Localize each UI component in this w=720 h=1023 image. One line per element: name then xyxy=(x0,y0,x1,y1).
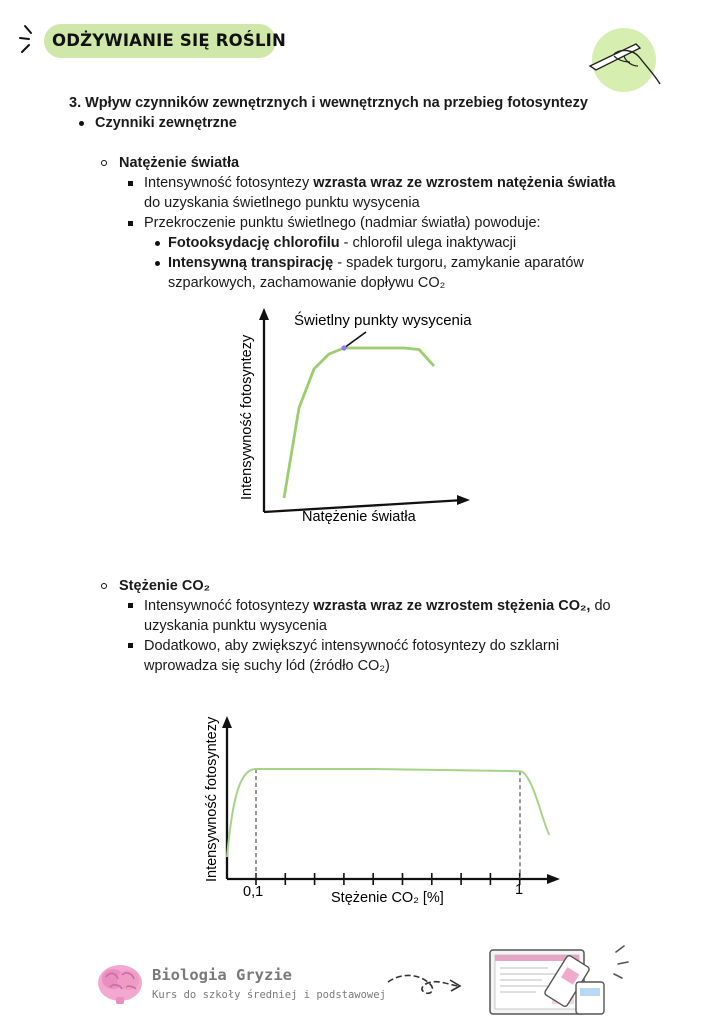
y-axis-arrow xyxy=(222,716,232,728)
y-axis-label: Intensywność fotosyntezy xyxy=(239,334,255,500)
text-span: Intensywność fotosyntezy xyxy=(144,175,314,191)
co2-chart xyxy=(200,705,570,910)
light-intensity-chart xyxy=(228,300,478,535)
light-point-1 xyxy=(144,174,615,192)
co2-point-2-cont: wprowadza się suchy lód (źródło CO₂) xyxy=(144,658,390,674)
brand-tagline: Kurs do szkoły średniej i podstawowej xyxy=(152,989,386,1001)
sparkle-icon xyxy=(16,22,42,58)
x-axis-arrow xyxy=(457,495,470,505)
hand-writing-icon xyxy=(584,26,664,98)
y-axis-label: Intensywność fotosyntezy xyxy=(204,716,220,882)
bullet-disc xyxy=(79,121,84,126)
light-subpoint-2 xyxy=(168,254,584,272)
saturation-point xyxy=(341,345,346,350)
series-line xyxy=(227,769,549,857)
bullet-circle xyxy=(101,160,107,166)
arrow-icon xyxy=(384,968,466,1004)
bullet-circle xyxy=(101,583,107,589)
bullet-disc xyxy=(155,241,160,246)
annotation-label: Świetlny punkty wysycenia xyxy=(294,312,472,329)
bullet-disc xyxy=(155,261,160,266)
bullet-square xyxy=(128,603,133,608)
text-span-bold: wzrasta wraz ze wzrostem natężenia światła xyxy=(313,175,616,191)
devices-icon xyxy=(488,942,636,1018)
light-heading: Natężenie światła xyxy=(119,155,240,171)
text-span: Intensywnoćć fotosyntezy xyxy=(144,598,314,614)
text-span-bold: wzrasta wraz ze wzrostem stężenia CO₂, xyxy=(313,598,591,614)
section-subheading: Czynniki zewnętrzne xyxy=(95,115,237,131)
bullet-square xyxy=(128,643,133,648)
page-title: ODŻYWIANIE SIĘ ROŚLIN xyxy=(52,31,287,50)
chart-axes xyxy=(264,316,464,512)
light-point-2: Przekroczenie punktu świetlnego (nadmiar światła) powoduje: xyxy=(144,215,541,231)
brand-name: Biologia Gryzie xyxy=(152,966,292,984)
text-span: do xyxy=(590,598,611,614)
bullet-square xyxy=(128,181,133,186)
annotation-leader xyxy=(344,332,366,348)
light-subpoint-1 xyxy=(168,234,516,252)
tick-label-1: 1 xyxy=(515,882,524,898)
light-point-1-cont: do uzyskania świetlnego punktu wysycenia xyxy=(144,195,420,211)
co2-point-1 xyxy=(144,597,611,615)
text-span-bold: Intensywną transpirację xyxy=(168,255,334,271)
text-span: - spadek turgoru, zamykanie aparatów xyxy=(333,255,584,271)
series-line xyxy=(284,348,434,498)
x-axis-label: Stężenie CO₂ [%] xyxy=(331,890,444,906)
section-heading: 3. Wpływ czynników zewnętrznych i wewnętrznych na przebieg fotosyntezy xyxy=(69,95,588,111)
text-span: - chlorofil ulega inaktywacji xyxy=(339,235,517,251)
x-axis-arrow xyxy=(547,874,560,884)
text-span-bold: Fotooksydację chlorofilu xyxy=(168,235,340,251)
x-axis-label: Natężenie światła xyxy=(302,509,416,525)
co2-point-1-cont: uzyskania punktu wysycenia xyxy=(144,618,327,634)
bullet-square xyxy=(128,221,133,226)
brain-logo-icon xyxy=(96,959,146,1005)
tick-label-0-1: 0,1 xyxy=(243,884,264,900)
y-axis-arrow xyxy=(259,308,269,320)
co2-heading: Stężenie CO₂ xyxy=(119,578,211,594)
co2-point-2: Dodatkowo, aby zwiększyć intensywnoćć fotosyntezy do szklarni xyxy=(144,638,560,654)
light-subpoint-2-cont: szparkowych, zachamowanie dopływu CO₂ xyxy=(168,275,446,291)
